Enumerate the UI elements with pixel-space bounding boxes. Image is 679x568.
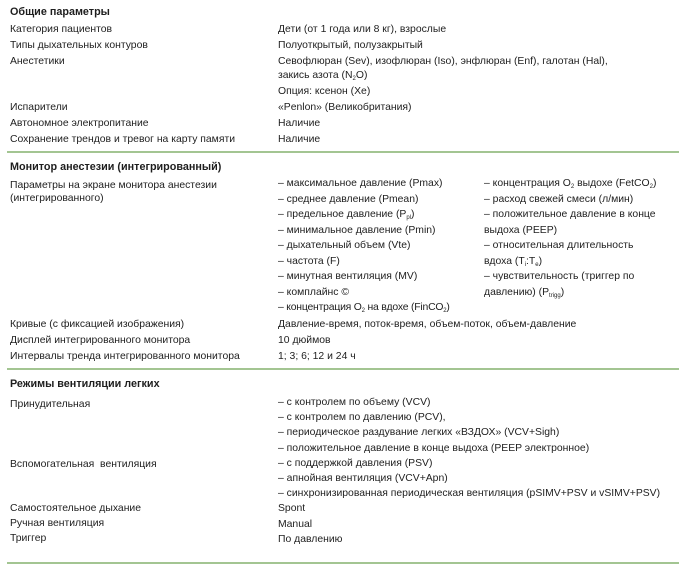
row-label: Испарители xyxy=(10,102,68,113)
mode-label-assisted: Вспомогательная вентиляция xyxy=(10,459,157,470)
param-item: – комплайнс © xyxy=(278,286,349,298)
row-label: Сохранение трендов и тревог на карту памяти xyxy=(10,134,236,145)
row-value: «Penlon» (Великобритания) xyxy=(278,102,412,113)
row-label: Категория пациентов xyxy=(10,24,113,35)
param-item: – минутная вентиляция (MV) xyxy=(278,271,418,282)
row-label: Анестетики xyxy=(10,56,65,67)
row-value: Наличие xyxy=(278,118,321,129)
section-divider xyxy=(7,368,679,370)
mode-item: Manual xyxy=(278,518,313,530)
param-item-line: вдоха $(T_i:T_e)$ xyxy=(484,255,543,268)
param-item xyxy=(484,238,678,269)
params-list-col2 xyxy=(484,176,678,300)
mode-item: – с контролем по объему (VCV) xyxy=(278,397,431,408)
row-value: 10 дюймов xyxy=(278,335,331,346)
mode-label-spontaneous: Самостоятельное дыхание xyxy=(10,503,142,514)
param-item: – частота (F) xyxy=(278,255,340,267)
mode-label-forced: Принудительная xyxy=(10,399,91,410)
row-value: Полуоткрытый, полузакрытый xyxy=(278,40,423,51)
param-item: – максимальное давление (Pmax) xyxy=(278,178,443,189)
row-label: Кривые (с фиксацией изображения) xyxy=(10,319,185,330)
row-label: Типы дыхательных контуров xyxy=(10,40,148,51)
row-value: 1; 3; 6; 12 и 24 ч xyxy=(278,351,356,362)
section-title-general: Общие параметры xyxy=(10,6,110,18)
param-item: – минимальное давление (Pmin) xyxy=(278,224,436,236)
section-divider xyxy=(7,562,679,564)
section-title-monitor: Монитор анестезии (интегрированный) xyxy=(10,161,222,173)
param-item: – дыхательный объем (Vte) xyxy=(278,240,411,251)
mode-item: – с контролем по давлению (PCV), xyxy=(278,412,446,424)
row-value: Дети (от 1 года или 8 кг), взрослые xyxy=(278,24,447,35)
mode-item: – положительное давление в конце выдоха (PEEP электронное) xyxy=(278,442,590,454)
row-label: Автономное электропитание xyxy=(10,118,149,129)
row-value: Наличие xyxy=(278,134,321,145)
param-item-line: выдоха (PEEP) xyxy=(484,224,558,236)
param-item: – предельное давление $(P_{pl})$ xyxy=(278,209,415,221)
anesthetics-line1: Севофлюран (Sev), изофлюран (Iso), энфлюран (Enf), галотан (Hal), xyxy=(278,56,608,67)
param-item: – концентрация $O_2$ на вдохе (FinCO$_2$) xyxy=(278,302,450,314)
anesthetics-option: Опция: ксенон (Xe) xyxy=(278,86,371,97)
params-list-col1 xyxy=(278,176,482,316)
param-item-line: – положительное давление в конце xyxy=(484,209,656,220)
mode-label-manual: Ручная вентиляция xyxy=(10,518,105,529)
section-divider xyxy=(7,151,679,153)
mode-item: – с поддержкой давления (PSV) xyxy=(278,457,433,469)
mode-item: – периодическое раздувание легких «ВЗДОХ» (VCV+Sigh) xyxy=(278,427,560,439)
anesthetics-line2-pre: закись азота (N xyxy=(278,70,353,81)
row-value: Давление-время, поток-время, объем-поток, объем-давление xyxy=(278,319,577,330)
param-item: – концентрация $O_2$ выдохе (FetCO$_2$) xyxy=(484,178,657,190)
param-item xyxy=(484,269,678,300)
mode-item: – синхронизированная периодическая вентиляция (pSIMV+PSV и vSIMV+PSV) xyxy=(278,488,661,500)
anesthetics-line2-sub: 2 xyxy=(352,76,356,82)
row-label: Интервалы тренда интегрированного монитора xyxy=(10,351,240,362)
mode-item: Spont xyxy=(278,503,306,515)
anesthetics-line2 xyxy=(278,69,676,82)
mode-label-trigger: Триггер xyxy=(10,533,47,544)
params-label-line1: Параметры на экране монитора анестезии xyxy=(10,180,217,191)
params-label-line2: (интегрированного) xyxy=(10,193,104,204)
param-item-line: давлению) $(P_{trigg})$ xyxy=(484,286,565,299)
mode-item: По давлению xyxy=(278,533,343,545)
param-item-line: – чувствительность (триггер по xyxy=(484,271,635,282)
mode-values xyxy=(278,395,678,547)
param-item: – среднее давление (Pmean) xyxy=(278,193,419,205)
param-item-line: – относительная длительность xyxy=(484,240,634,251)
param-item: – расход свежей смеси (л/мин) xyxy=(484,193,634,205)
row-label: Дисплей интегрированного монитора xyxy=(10,335,191,346)
param-item xyxy=(484,207,678,238)
anesthetics-line2-post: O) xyxy=(355,70,368,81)
section-title-ventilation: Режимы вентиляции легких xyxy=(10,378,160,390)
mode-item: – апнойная вентиляция (VCV+Apn) xyxy=(278,472,448,484)
